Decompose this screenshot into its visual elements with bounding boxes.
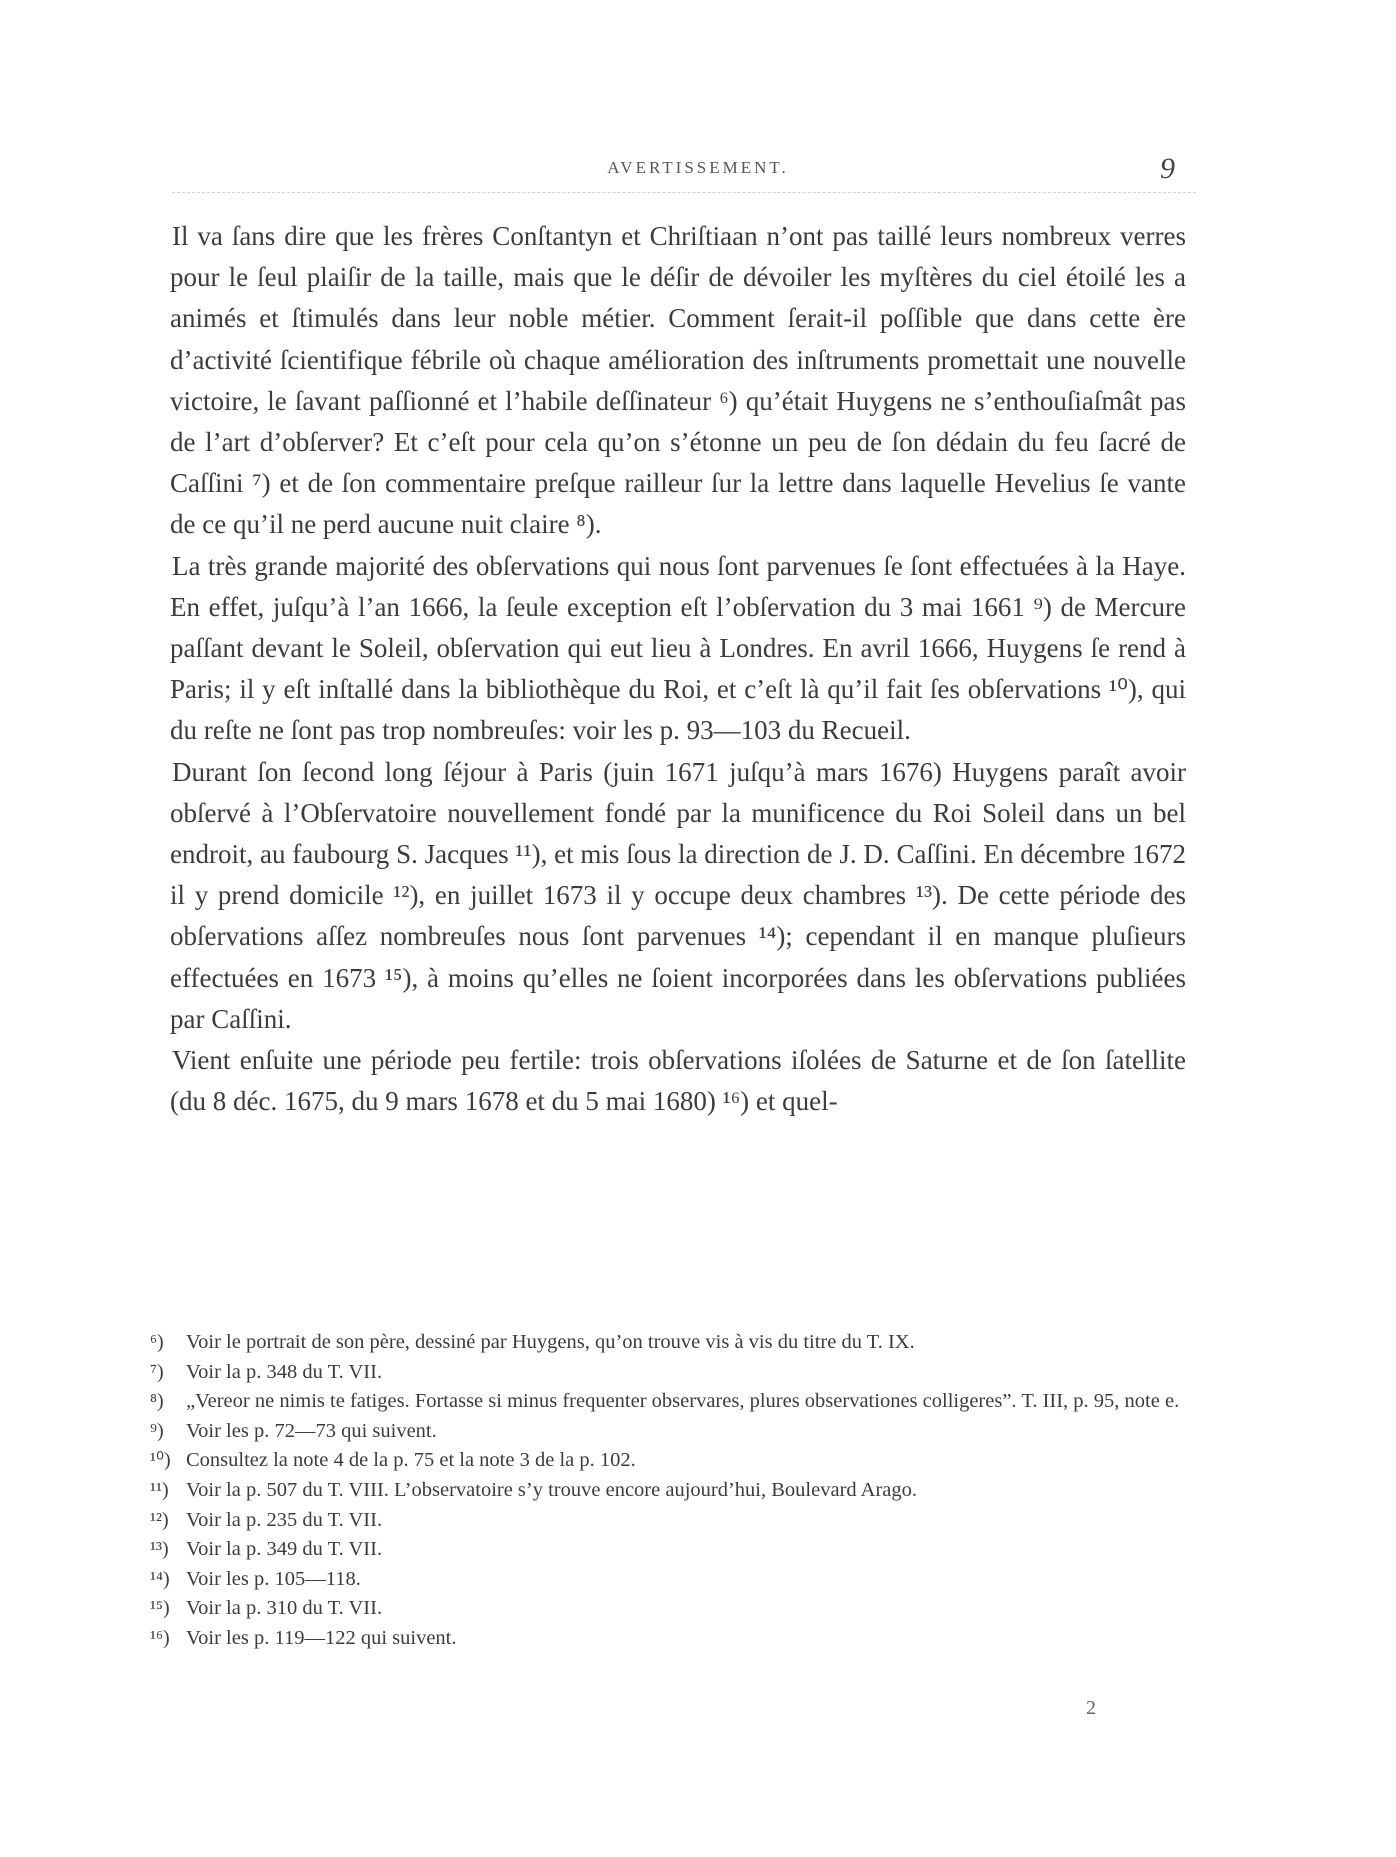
footnote-text: „Vereor ne nimis te fatiges. Fortasse si minus frequenter observares, plures observationes colligeres”. T. III, p. 95, note e.: [186, 1390, 1180, 1413]
paragraph: La très grande majorité des obſervations qui nous ſont parvenues ſe ſont effectuées à la Haye. En effet, juſqu’à l’an 1666, la ſeule exception eſt l’obſervation du 3 mai 1661 ⁹) de Mercure paſſant devant le Soleil, obſervation qui eut lieu à Londres. En avril 1666, Huygens ſe rend à Paris; il y eſt inſtallé dans la bibliothèque du Roi, et c’eſt là qu’il fait ſes obſervations ¹⁰), qui du reſte ne ſont pas trop nombreuſes: voir les p. 93—103 du Recueil.: [170, 550, 1186, 746]
footnote-mark: ¹²): [150, 1508, 169, 1531]
footnote-text: Voir les p. 119—122 qui suivent.: [186, 1626, 457, 1649]
footnote-mark: ¹⁴): [150, 1567, 170, 1590]
footnotes: [150, 1328, 1190, 1654]
footnote-text: Voir la p. 348 du T. VII.: [186, 1360, 383, 1383]
header-rule: [172, 192, 1196, 193]
main-text: [170, 216, 1186, 1122]
page-number: 9: [1160, 152, 1175, 185]
footnote: [150, 1476, 1190, 1506]
footnote-text: Voir la p. 349 du T. VII.: [186, 1538, 383, 1561]
footnote-mark: ⁶): [150, 1331, 164, 1353]
footnote: [150, 1594, 1190, 1624]
footnote-mark: ⁷): [150, 1360, 164, 1383]
footnote-mark: ⁸): [150, 1390, 164, 1413]
footnote-text: Voir la p. 235 du T. VII.: [186, 1508, 383, 1531]
footnote-mark: ¹⁵): [150, 1597, 170, 1620]
footnote-text: Voir les p. 72—73 qui suivent.: [186, 1419, 437, 1442]
footnote-text: Voir la p. 310 du T. VII.: [186, 1597, 383, 1620]
footnote-mark: ¹³): [150, 1538, 169, 1561]
footnote: [150, 1565, 1190, 1595]
footnote: [150, 1328, 1190, 1358]
footnote: [150, 1387, 1190, 1417]
footnote-mark: ¹⁶): [150, 1626, 170, 1649]
footnote-mark: ¹¹): [150, 1478, 169, 1501]
footnote-mark: ¹⁰): [150, 1449, 171, 1472]
footnote: [150, 1624, 1190, 1654]
paragraph: Il va ſans dire que les frères Conſtantyn et Chriſtiaan n’ont pas taillé leurs nombreux verres pour le ſeul plaiſir de la taille, mais que le déſir de dévoiler les myſtères du ciel étoilé les a animés et ſtimulés dans leur noble métier. Comment ſerait-il poſſible que dans cette ère d’activité ſcientifique fébrile où chaque amélioration des inſtruments promettait une nouvelle victoire, le ſavant paſſionné et l’habile deſſinateur ⁶) qu’était Huygens ne s’enthouſiaſmât pas de l’art d’obſerver? Et c’eſt pour cela qu’on s’étonne un peu de ſon dédain du feu ſacré de Caſſini ⁷) et de ſon commentaire preſque railleur ſur la lettre dans laquelle Hevelius ſe vante de ce qu’il ne perd aucune nuit claire ⁸).: [170, 221, 1186, 540]
footnote-text: Voir les p. 105—118.: [186, 1567, 361, 1590]
running-title: AVERTISSEMENT.: [607, 158, 789, 177]
footnote: [150, 1358, 1190, 1388]
footnote-text: Voir la p. 507 du T. VIII. L’observatoire s’y trouve encore aujourd’hui, Boulevard Arago.: [186, 1478, 917, 1501]
paragraph: Durant ſon ſecond long ſéjour à Paris (juin 1671 juſqu’à mars 1676) Huygens paraît avoir obſervé à l’Obſervatoire nouvellement fondé par la munificence du Roi Soleil dans un bel endroit, au faubourg S. Jacques ¹¹), et mis ſous la direction de J. D. Caſſini. En décembre 1672 il y prend domicile ¹²), en juillet 1673 il y occupe deux chambres ¹³). De cette période des obſervations aſſez nombreuſes nous ſont parvenues ¹⁴); cependant il en manque pluſieurs effectuées en 1673 ¹⁵), à moins qu’elles ne ſoient incorporées dans les obſervations publiées par Caſſini.: [170, 756, 1186, 1034]
footnote: [150, 1417, 1190, 1447]
footnote-mark: ⁹): [150, 1419, 164, 1442]
footnote: [150, 1506, 1190, 1536]
paragraph: Vient enſuite une période peu fertile: trois obſervations iſolées de Saturne et de ſon ſatellite (du 8 déc. 1675, du 9 mars 1678 et du 5 mai 1680) ¹⁶) et quel-: [170, 1045, 1186, 1117]
footnote: [150, 1446, 1190, 1476]
footnote-text: Consultez la note 4 de la p. 75 et la note 3 de la p. 102.: [186, 1449, 636, 1472]
footnote: [150, 1535, 1190, 1565]
signature-mark: 2: [1086, 1697, 1096, 1719]
footnote-text: Voir le portrait de son père, dessiné par Huygens, qu’on trouve vis à vis du titre du T. IX.: [186, 1331, 915, 1353]
